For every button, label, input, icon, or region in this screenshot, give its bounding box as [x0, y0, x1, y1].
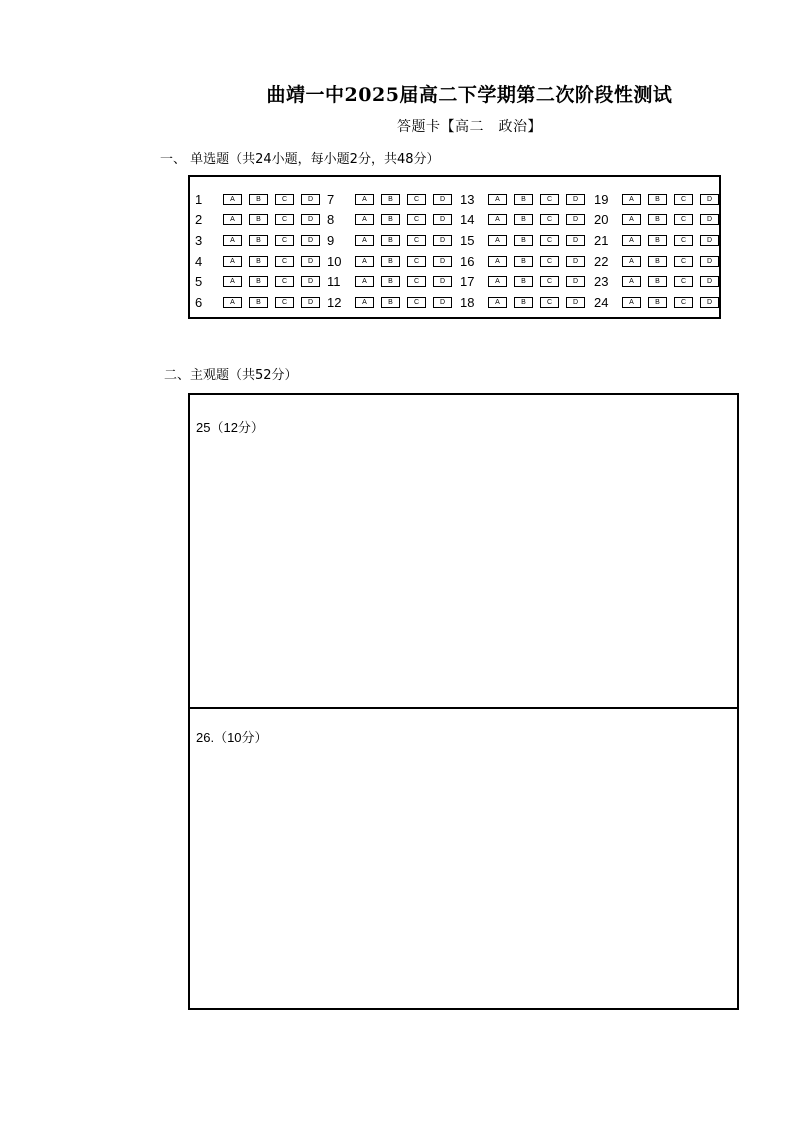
question-label: 25（12分） — [196, 420, 264, 435]
option-bubble-c[interactable]: C — [674, 235, 693, 246]
question-number: 2 — [195, 212, 203, 228]
option-bubble-c[interactable]: C — [275, 297, 294, 308]
option-bubble-d[interactable]: D — [566, 297, 585, 308]
option-bubble-b[interactable]: B — [249, 194, 268, 205]
option-bubble-c[interactable]: C — [407, 194, 426, 205]
question-number: 17 — [460, 274, 475, 290]
option-bubble-a[interactable]: A — [223, 276, 242, 287]
option-bubble-c[interactable]: C — [407, 276, 426, 287]
question-column-4 — [594, 189, 726, 313]
option-bubble-b[interactable]: B — [381, 214, 400, 225]
option-bubble-c[interactable]: C — [674, 297, 693, 308]
question-label: 26.（10分） — [196, 730, 268, 745]
option-bubble-d[interactable]: D — [433, 256, 452, 267]
option-bubble-d[interactable]: D — [301, 256, 320, 267]
option-bubble-d[interactable]: D — [433, 276, 452, 287]
option-bubble-b[interactable]: B — [381, 235, 400, 246]
option-bubble-a[interactable]: A — [355, 214, 374, 225]
option-bubble-a[interactable]: A — [622, 214, 641, 225]
option-bubble-b[interactable]: B — [381, 256, 400, 267]
option-bubble-b[interactable]: B — [514, 256, 533, 267]
question-row — [594, 210, 726, 231]
question-number: 3 — [195, 232, 203, 248]
answer-area-q25[interactable] — [188, 393, 739, 709]
question-number: 11 — [327, 274, 341, 290]
question-number: 6 — [195, 294, 203, 310]
question-number: 21 — [594, 232, 609, 248]
page-title: 曲靖一中2025届高二下学期第二次阶段性测试 — [266, 84, 673, 106]
option-bubble-b[interactable]: B — [249, 214, 268, 225]
option-bubble-d[interactable]: D — [301, 297, 320, 308]
option-bubble-c[interactable]: C — [275, 214, 294, 225]
option-bubble-d[interactable]: D — [700, 194, 719, 205]
question-number: 10 — [327, 253, 342, 269]
question-row — [195, 251, 327, 272]
option-bubble-c[interactable]: C — [674, 276, 693, 287]
question-row — [327, 210, 459, 231]
option-bubble-c[interactable]: C — [407, 256, 426, 267]
option-bubble-b[interactable]: B — [514, 297, 533, 308]
question-column-3 — [460, 189, 592, 313]
option-bubble-b[interactable]: B — [514, 276, 533, 287]
question-number: 13 — [460, 191, 475, 207]
question-number: 18 — [460, 294, 475, 310]
option-bubble-a[interactable]: A — [488, 256, 507, 267]
option-bubble-d[interactable]: D — [301, 276, 320, 287]
option-bubble-c[interactable]: C — [407, 214, 426, 225]
option-bubble-d[interactable]: D — [566, 276, 585, 287]
question-row — [327, 271, 459, 292]
question-number: 9 — [327, 232, 335, 248]
question-number: 24 — [594, 294, 609, 310]
question-number: 7 — [327, 191, 335, 207]
option-bubble-b[interactable]: B — [648, 214, 667, 225]
option-bubble-d[interactable]: D — [700, 276, 719, 287]
option-bubble-a[interactable]: A — [622, 194, 641, 205]
question-row — [594, 292, 726, 313]
option-bubble-b[interactable]: B — [249, 297, 268, 308]
option-bubble-d[interactable]: D — [301, 235, 320, 246]
option-bubble-c[interactable]: C — [275, 256, 294, 267]
question-number: 19 — [594, 191, 609, 207]
option-bubble-b[interactable]: B — [514, 235, 533, 246]
page-subtitle: 答题卡【高二 政治】 — [397, 119, 542, 135]
question-row — [460, 210, 592, 231]
option-bubble-b[interactable]: B — [381, 297, 400, 308]
question-row — [460, 292, 592, 313]
option-bubble-b[interactable]: B — [514, 194, 533, 205]
question-row — [460, 271, 592, 292]
option-bubble-a[interactable]: A — [488, 297, 507, 308]
question-number: 12 — [327, 294, 342, 310]
option-bubble-b[interactable]: B — [648, 276, 667, 287]
option-bubble-d[interactable]: D — [700, 214, 719, 225]
question-row — [594, 271, 726, 292]
option-bubble-d[interactable]: D — [301, 214, 320, 225]
option-bubble-b[interactable]: B — [648, 235, 667, 246]
option-bubble-a[interactable]: A — [622, 235, 641, 246]
question-number: 8 — [327, 212, 335, 228]
question-number: 22 — [594, 253, 609, 269]
option-bubble-a[interactable]: A — [622, 297, 641, 308]
option-bubble-b[interactable]: B — [648, 194, 667, 205]
question-row — [195, 292, 327, 313]
option-bubble-c[interactable]: C — [275, 276, 294, 287]
question-number: 14 — [460, 212, 475, 228]
option-bubble-c[interactable]: C — [674, 256, 693, 267]
option-bubble-a[interactable]: A — [223, 194, 242, 205]
question-number: 15 — [460, 232, 475, 248]
answer-area-q26[interactable] — [188, 707, 739, 1010]
option-bubble-c[interactable]: C — [540, 194, 559, 205]
option-bubble-b[interactable]: B — [648, 256, 667, 267]
option-bubble-a[interactable]: A — [355, 297, 374, 308]
option-bubble-a[interactable]: A — [223, 214, 242, 225]
option-bubble-c[interactable]: C — [540, 297, 559, 308]
option-bubble-a[interactable]: A — [223, 297, 242, 308]
option-bubble-c[interactable]: C — [674, 214, 693, 225]
option-bubble-d[interactable]: D — [700, 297, 719, 308]
question-row — [594, 251, 726, 272]
question-row — [195, 210, 327, 231]
option-bubble-d[interactable]: D — [301, 194, 320, 205]
section-heading-subjective: 二、主观题（共52分） — [164, 368, 298, 383]
option-bubble-c[interactable]: C — [674, 194, 693, 205]
option-bubble-a[interactable]: A — [355, 194, 374, 205]
question-row — [460, 189, 592, 210]
option-bubble-a[interactable]: A — [223, 256, 242, 267]
option-bubble-c[interactable]: C — [275, 235, 294, 246]
question-row — [195, 271, 327, 292]
option-bubble-d[interactable]: D — [433, 194, 452, 205]
option-bubble-c[interactable]: C — [540, 256, 559, 267]
option-bubble-d[interactable]: D — [566, 214, 585, 225]
option-bubble-b[interactable]: B — [648, 297, 667, 308]
question-row — [594, 230, 726, 251]
option-bubble-d[interactable]: D — [433, 235, 452, 246]
option-bubble-d[interactable]: D — [566, 256, 585, 267]
option-bubble-d[interactable]: D — [700, 235, 719, 246]
question-number: 5 — [195, 274, 203, 290]
option-bubble-c[interactable]: C — [540, 276, 559, 287]
option-bubble-c[interactable]: C — [275, 194, 294, 205]
question-number: 23 — [594, 274, 609, 290]
section-heading-choice: 一、 单选题（共24小题，每小题2分，共48分） — [160, 152, 440, 167]
question-row — [195, 230, 327, 251]
question-number: 16 — [460, 253, 475, 269]
option-bubble-a[interactable]: A — [622, 276, 641, 287]
question-number: 20 — [594, 212, 609, 228]
question-row — [327, 230, 459, 251]
option-bubble-b[interactable]: B — [249, 235, 268, 246]
option-bubble-d[interactable]: D — [700, 256, 719, 267]
option-bubble-d[interactable]: D — [433, 297, 452, 308]
question-row — [460, 230, 592, 251]
option-bubble-d[interactable]: D — [566, 235, 585, 246]
option-bubble-a[interactable]: A — [355, 256, 374, 267]
option-bubble-b[interactable]: B — [514, 214, 533, 225]
option-bubble-b[interactable]: B — [249, 256, 268, 267]
question-column-1 — [195, 189, 327, 313]
option-bubble-a[interactable]: A — [622, 256, 641, 267]
question-number: 4 — [195, 253, 203, 269]
option-bubble-d[interactable]: D — [566, 194, 585, 205]
option-bubble-a[interactable]: A — [488, 276, 507, 287]
option-bubble-a[interactable]: A — [488, 235, 507, 246]
option-bubble-a[interactable]: A — [223, 235, 242, 246]
option-bubble-c[interactable]: C — [540, 235, 559, 246]
option-bubble-b[interactable]: B — [381, 276, 400, 287]
question-row — [594, 189, 726, 210]
option-bubble-a[interactable]: A — [488, 214, 507, 225]
question-row — [195, 189, 327, 210]
option-bubble-d[interactable]: D — [433, 214, 452, 225]
option-bubble-b[interactable]: B — [381, 194, 400, 205]
option-bubble-b[interactable]: B — [249, 276, 268, 287]
question-number: 1 — [195, 191, 203, 207]
question-column-2 — [327, 189, 459, 313]
multiple-choice-answer-grid — [188, 175, 721, 319]
option-bubble-a[interactable]: A — [355, 235, 374, 246]
question-row — [460, 251, 592, 272]
option-bubble-a[interactable]: A — [355, 276, 374, 287]
option-bubble-a[interactable]: A — [488, 194, 507, 205]
option-bubble-c[interactable]: C — [407, 235, 426, 246]
question-row — [327, 292, 459, 313]
question-row — [327, 251, 459, 272]
question-row — [327, 189, 459, 210]
option-bubble-c[interactable]: C — [407, 297, 426, 308]
option-bubble-c[interactable]: C — [540, 214, 559, 225]
